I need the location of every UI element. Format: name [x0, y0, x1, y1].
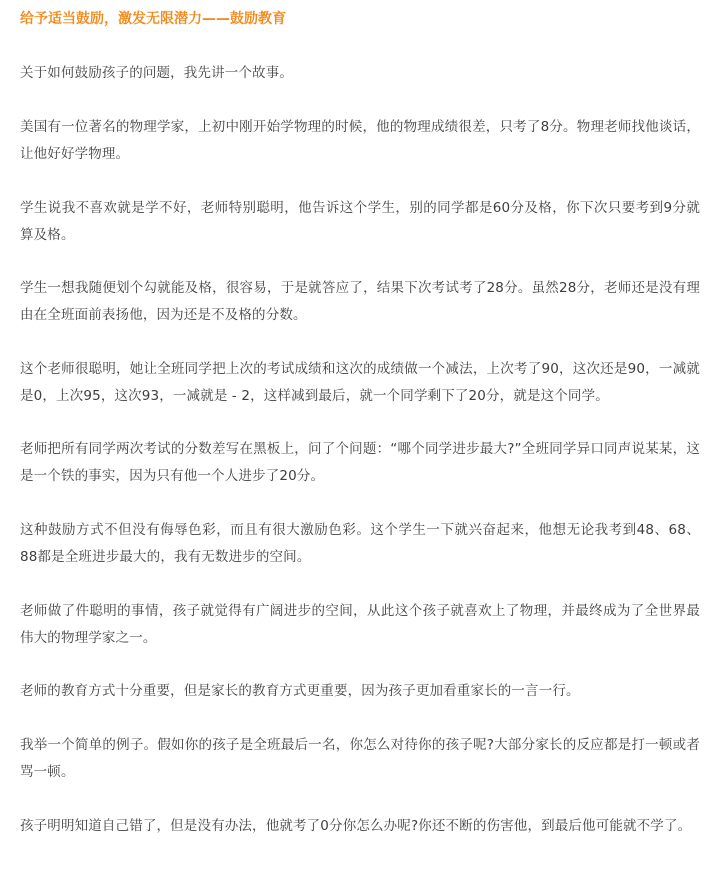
paragraph-3: 学生说我不喜欢就是学不好，老师特别聪明，他告诉这个学生，别的同学都是60分及格，你下次只要考到9分就算及格。 — [20, 200, 700, 243]
paragraph-2: 美国有一位著名的物理学家，上初中刚开始学物理的时候，他的物理成绩很差，只考了8分。物理老师找他谈话，让他好好学物理。 — [20, 119, 700, 162]
paragraph-6: 老师把所有同学两次考试的分数差写在黑板上，问了个问题：“哪个同学进步最大?”全班同学异口同声说某某，这是一个铁的事实，因为只有他一个人进步了20分。 — [20, 441, 700, 484]
paragraph-9: 老师的教育方式十分重要，但是家长的教育方式更重要，因为孩子更加看重家长的一言一行。 — [20, 683, 580, 699]
article-title: 给予适当鼓励，激发无限潜力——鼓励教育 — [20, 11, 286, 27]
paragraph-10: 我举一个简单的例子。假如你的孩子是全班最后一名，你怎么对待你的孩子呢?大部分家长的反应都是打一顿或者骂一顿。 — [20, 737, 700, 780]
paragraph-1: 关于如何鼓励孩子的问题，我先讲一个故事。 — [20, 65, 293, 81]
paragraph-8: 老师做了件聪明的事情，孩子就觉得有广阔进步的空间，从此这个孩子就喜欢上了物理，并最终成为了全世界最伟大的物理学家之一。 — [20, 603, 700, 646]
paragraph-5: 这个老师很聪明，她让全班同学把上次的考试成绩和这次的成绩做一个减法，上次考了90，这次还是90，一减就是0，上次95，这次93，一减就是 - 2，这样减到最后，就一个同学剩下了20分，就是这个同学。 — [20, 361, 700, 404]
paragraph-11: 孩子明明知道自己错了，但是没有办法，他就考了0分你怎么办呢?你还不断的伤害他，到最后他可能就不学了。 — [20, 818, 692, 834]
paragraph-4: 学生一想我随便划个勾就能及格，很容易，于是就答应了，结果下次考试考了28分。虽然28分，老师还是没有理由在全班面前表扬他，因为还是不及格的分数。 — [20, 280, 700, 323]
paragraph-7: 这种鼓励方式不但没有侮辱色彩，而且有很大激励色彩。这个学生一下就兴奋起来，他想无论我考到48、68、88都是全班进步最大的，我有无数进步的空间。 — [20, 522, 700, 565]
